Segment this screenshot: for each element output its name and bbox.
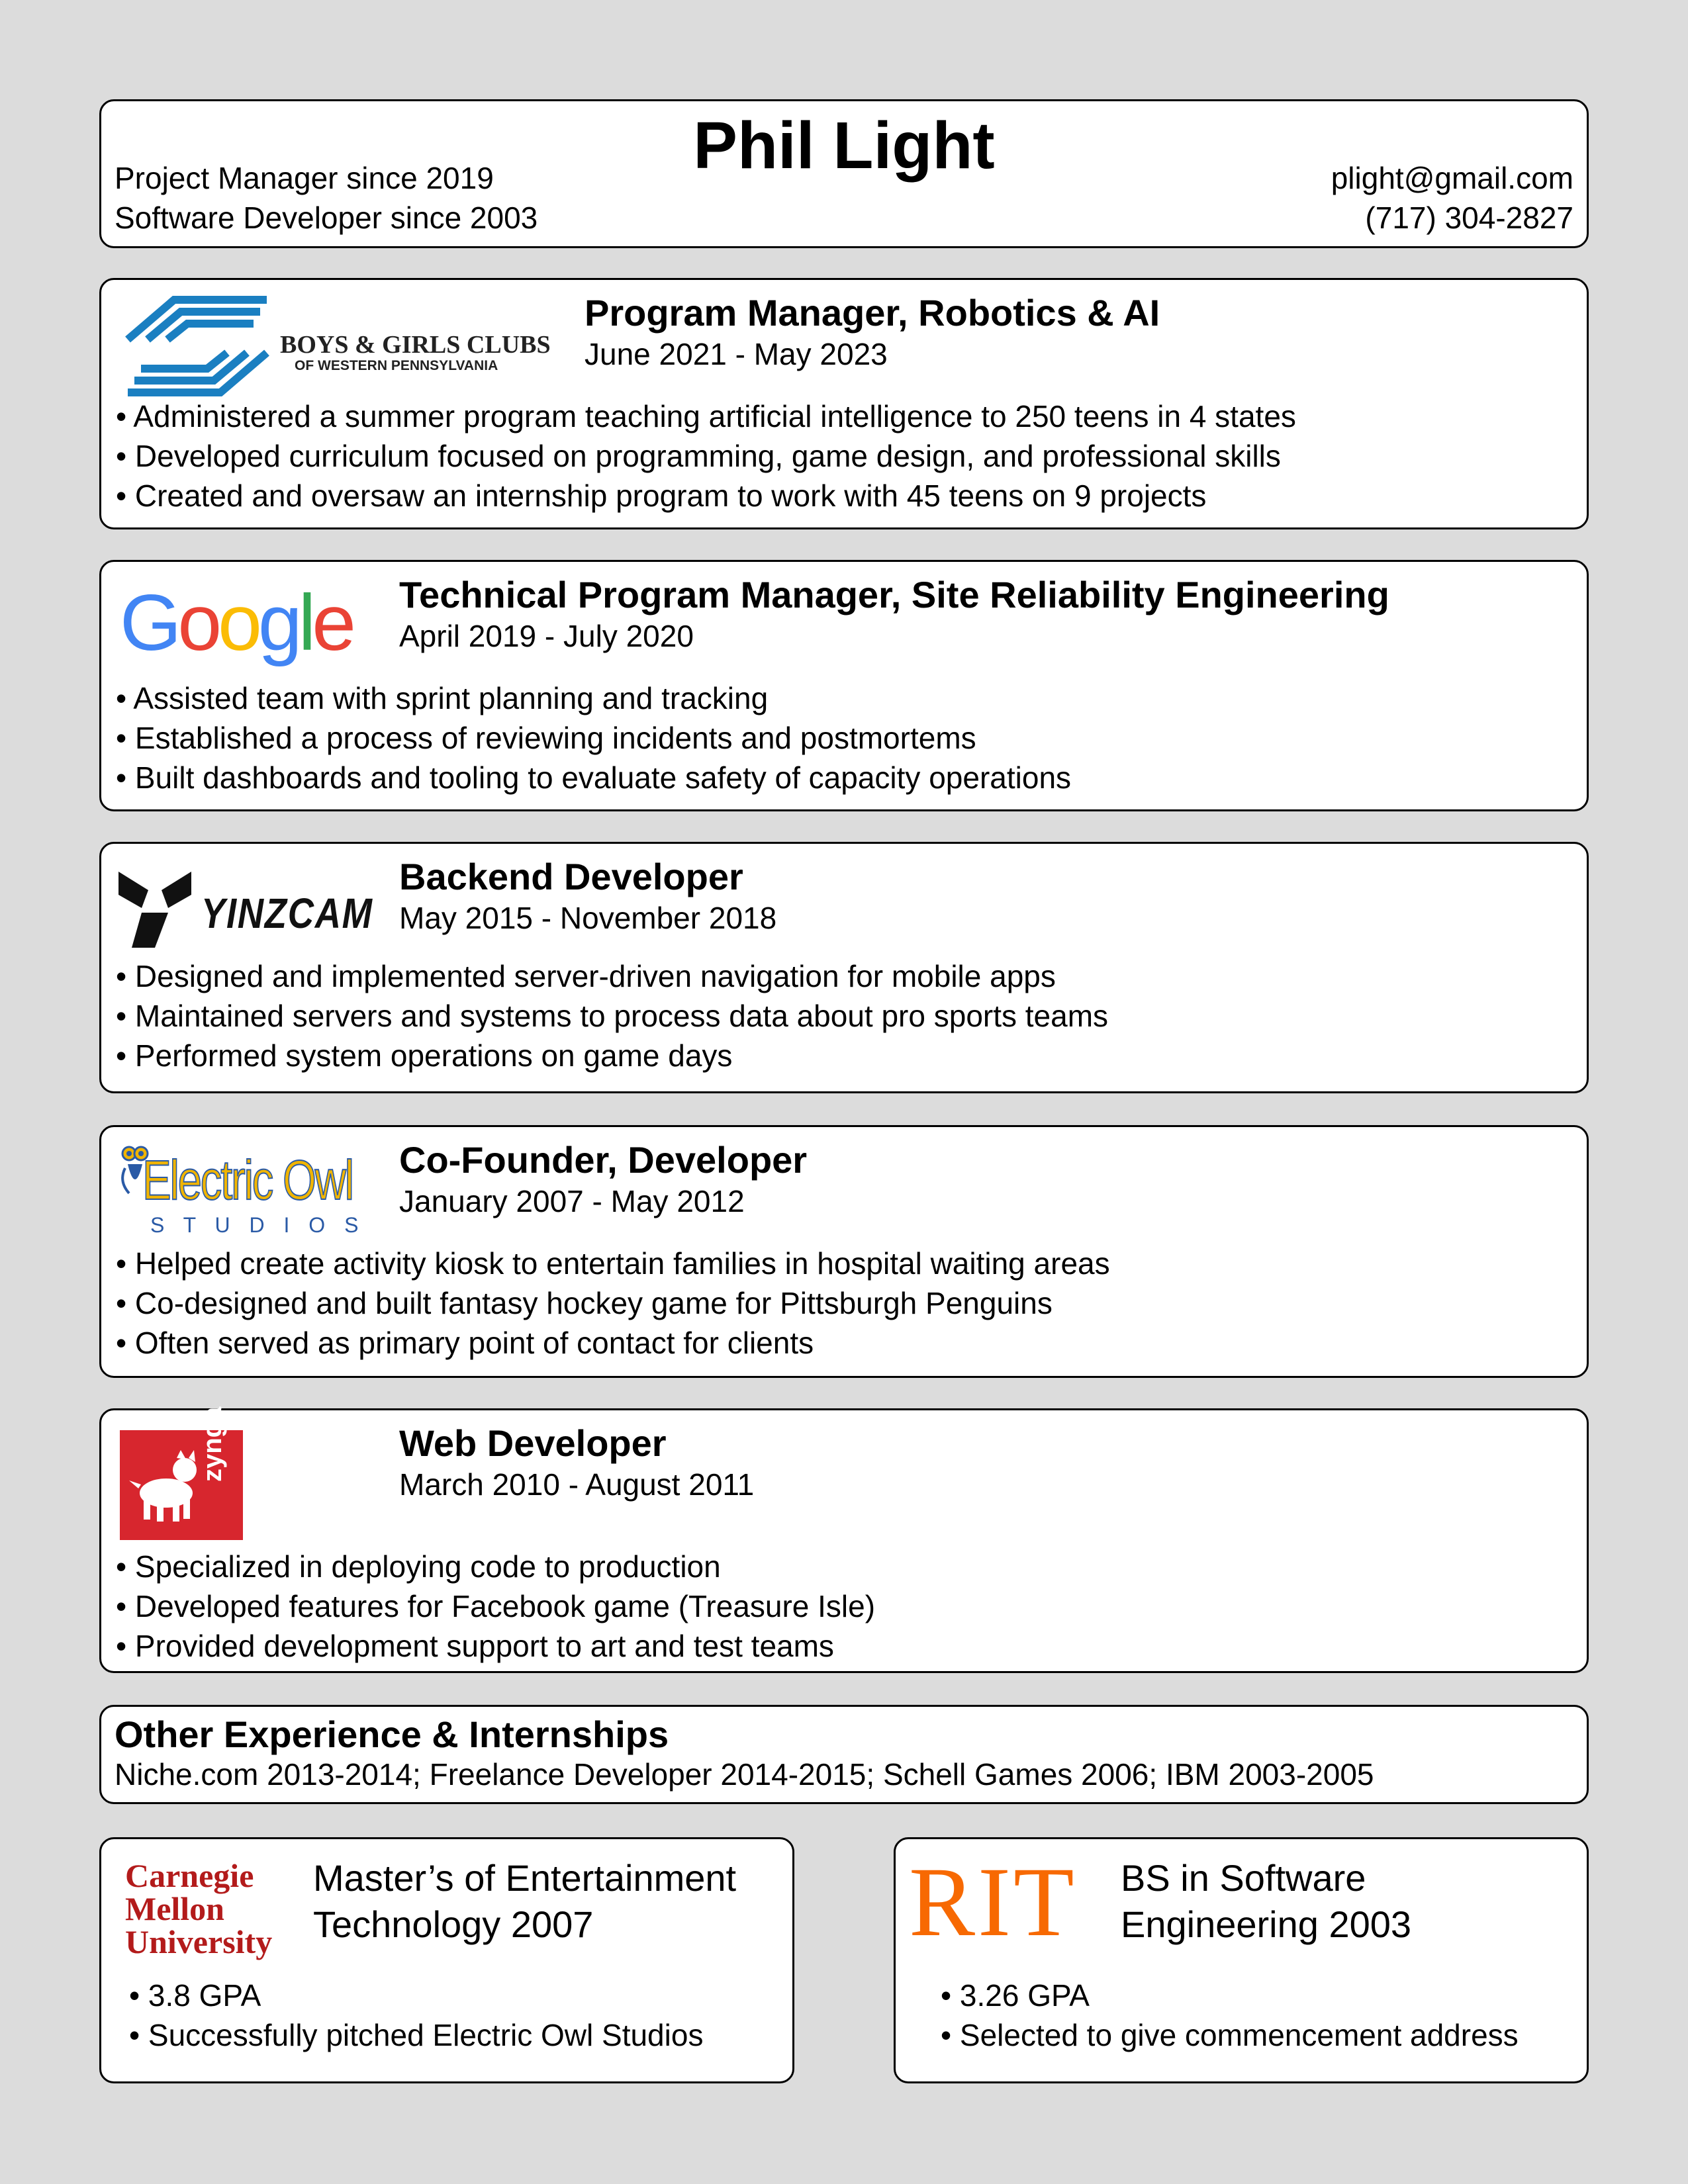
google-letter: G bbox=[120, 578, 178, 667]
google-letter: g bbox=[258, 578, 299, 667]
degree-title bbox=[1121, 1855, 1411, 1948]
other-experience-text: Niche.com 2013-2014; Freelance Developer 2014-2015; Schell Games 2006; IBM 2003-2005 bbox=[115, 1757, 1374, 1792]
degree-title bbox=[313, 1855, 736, 1948]
job-bullets bbox=[116, 396, 1296, 516]
degree-line: BS in Software bbox=[1121, 1857, 1366, 1899]
list-item: • Created and oversaw an internship program to work with 45 teens on 9 projects bbox=[116, 478, 1207, 513]
list-item: • Built dashboards and tooling to evaluate safety of capacity operations bbox=[116, 760, 1072, 795]
job-dates: May 2015 - November 2018 bbox=[399, 901, 777, 935]
education-bullets bbox=[941, 1976, 1519, 2055]
cmu-logo-line: University bbox=[125, 1923, 273, 1960]
education-card-cmu bbox=[99, 1837, 794, 2083]
clubs-logo-text: BOYS & GIRLS CLUBS bbox=[280, 331, 551, 359]
list-item: • Specialized in deploying code to production bbox=[116, 1549, 721, 1584]
email-text: plight@gmail.com bbox=[1331, 161, 1573, 195]
list-item: • Administered a summer program teaching artificial intelligence to 250 teens in 4 states bbox=[116, 399, 1296, 433]
list-item: • Provided development support to art and test teams bbox=[116, 1629, 834, 1663]
job-title: Co-Founder, Developer bbox=[399, 1139, 808, 1181]
job-title: Web Developer bbox=[399, 1422, 667, 1464]
job-card-yinzcam bbox=[99, 842, 1589, 1093]
job-dates: June 2021 - May 2023 bbox=[585, 337, 888, 371]
phone-text: (717) 304-2827 bbox=[1365, 201, 1573, 235]
electric-owl-logo-subtext: S T U D I O S bbox=[150, 1213, 365, 1237]
list-item: • Co-designed and built fantasy hockey game for Pittsburgh Penguins bbox=[116, 1286, 1053, 1320]
cmu-logo-line: Carnegie bbox=[125, 1857, 254, 1894]
job-bullets bbox=[116, 678, 1071, 797]
job-dates: April 2019 - July 2020 bbox=[399, 619, 694, 653]
education-card-rit bbox=[894, 1837, 1589, 2083]
list-item: • Successfully pitched Electric Owl Studios bbox=[129, 2018, 704, 2052]
clubs-hands-icon bbox=[121, 293, 273, 399]
job-bullets bbox=[116, 1244, 1110, 1363]
yinzcam-logo bbox=[118, 872, 383, 951]
job-bullets bbox=[116, 1547, 875, 1666]
education-bullets bbox=[129, 1976, 703, 2055]
list-item: • Designed and implemented server-driven navigation for mobile apps bbox=[116, 959, 1056, 993]
list-item: • Selected to give commencement address bbox=[941, 2018, 1519, 2052]
list-item: • Performed system operations on game days bbox=[116, 1038, 733, 1073]
clubs-logo-subtext: OF WESTERN PENNSYLVANIA bbox=[295, 358, 498, 373]
list-item: • 3.8 GPA bbox=[129, 1978, 261, 2013]
job-card-zynga bbox=[99, 1408, 1589, 1673]
job-title: Backend Developer bbox=[399, 856, 743, 897]
summary-line: Software Developer since 2003 bbox=[115, 201, 538, 235]
other-experience-title: Other Experience & Internships bbox=[115, 1713, 669, 1755]
other-experience-card bbox=[99, 1705, 1589, 1804]
degree-line: Engineering 2003 bbox=[1121, 1903, 1412, 1945]
list-item: • Established a process of reviewing incidents and postmortems bbox=[116, 721, 976, 755]
google-letter: e bbox=[312, 578, 353, 667]
electric-owl-logo bbox=[118, 1139, 383, 1245]
list-item: • Developed curriculum focused on programming, game design, and professional skills bbox=[116, 439, 1281, 473]
contact-info bbox=[1331, 158, 1573, 238]
job-title: Technical Program Manager, Site Reliability Engineering bbox=[399, 574, 1389, 615]
job-dates: March 2010 - August 2011 bbox=[399, 1467, 755, 1502]
yinzcam-logo-text: YINZCAM bbox=[201, 889, 373, 937]
header-card bbox=[99, 99, 1589, 248]
boys-girls-clubs-logo bbox=[121, 293, 551, 399]
rit-logo bbox=[909, 1847, 1077, 1957]
list-item: • Maintained servers and systems to process data about pro sports teams bbox=[116, 999, 1109, 1033]
job-bullets bbox=[116, 956, 1108, 1075]
summary-line: Project Manager since 2019 bbox=[115, 161, 494, 195]
job-card-electric-owl bbox=[99, 1125, 1589, 1378]
zynga-logo bbox=[120, 1406, 243, 1540]
degree-line: Technology 2007 bbox=[313, 1903, 594, 1945]
zynga-logo-text: zynga bbox=[198, 1406, 227, 1482]
list-item: • Assisted team with sprint planning and tracking bbox=[116, 681, 769, 715]
cmu-logo bbox=[125, 1859, 272, 1958]
list-item: • Often served as primary point of contact for clients bbox=[116, 1326, 814, 1360]
google-logo bbox=[120, 576, 352, 669]
list-item: • Developed features for Facebook game (Treasure Isle) bbox=[116, 1589, 876, 1623]
candidate-name: Phil Light bbox=[693, 109, 995, 183]
yinzcam-mark-icon bbox=[118, 872, 191, 948]
summary-lines bbox=[115, 158, 538, 238]
degree-line: Master’s of Entertainment bbox=[313, 1857, 737, 1899]
job-dates: January 2007 - May 2012 bbox=[399, 1184, 745, 1218]
job-card-google bbox=[99, 560, 1589, 811]
electric-owl-logo-text: Electric Owl bbox=[142, 1149, 353, 1211]
google-letter: l bbox=[298, 578, 312, 667]
job-title: Program Manager, Robotics & AI bbox=[585, 292, 1160, 334]
list-item: • Helped create activity kiosk to entertain families in hospital waiting areas bbox=[116, 1246, 1110, 1281]
list-item: • 3.26 GPA bbox=[941, 1978, 1090, 2013]
job-card-boys-girls-clubs bbox=[99, 278, 1589, 529]
google-letter: o bbox=[177, 578, 218, 667]
rit-logo-text: RIT bbox=[909, 1847, 1077, 1957]
cmu-logo-line: Mellon bbox=[125, 1890, 224, 1927]
google-letter: o bbox=[218, 578, 258, 667]
